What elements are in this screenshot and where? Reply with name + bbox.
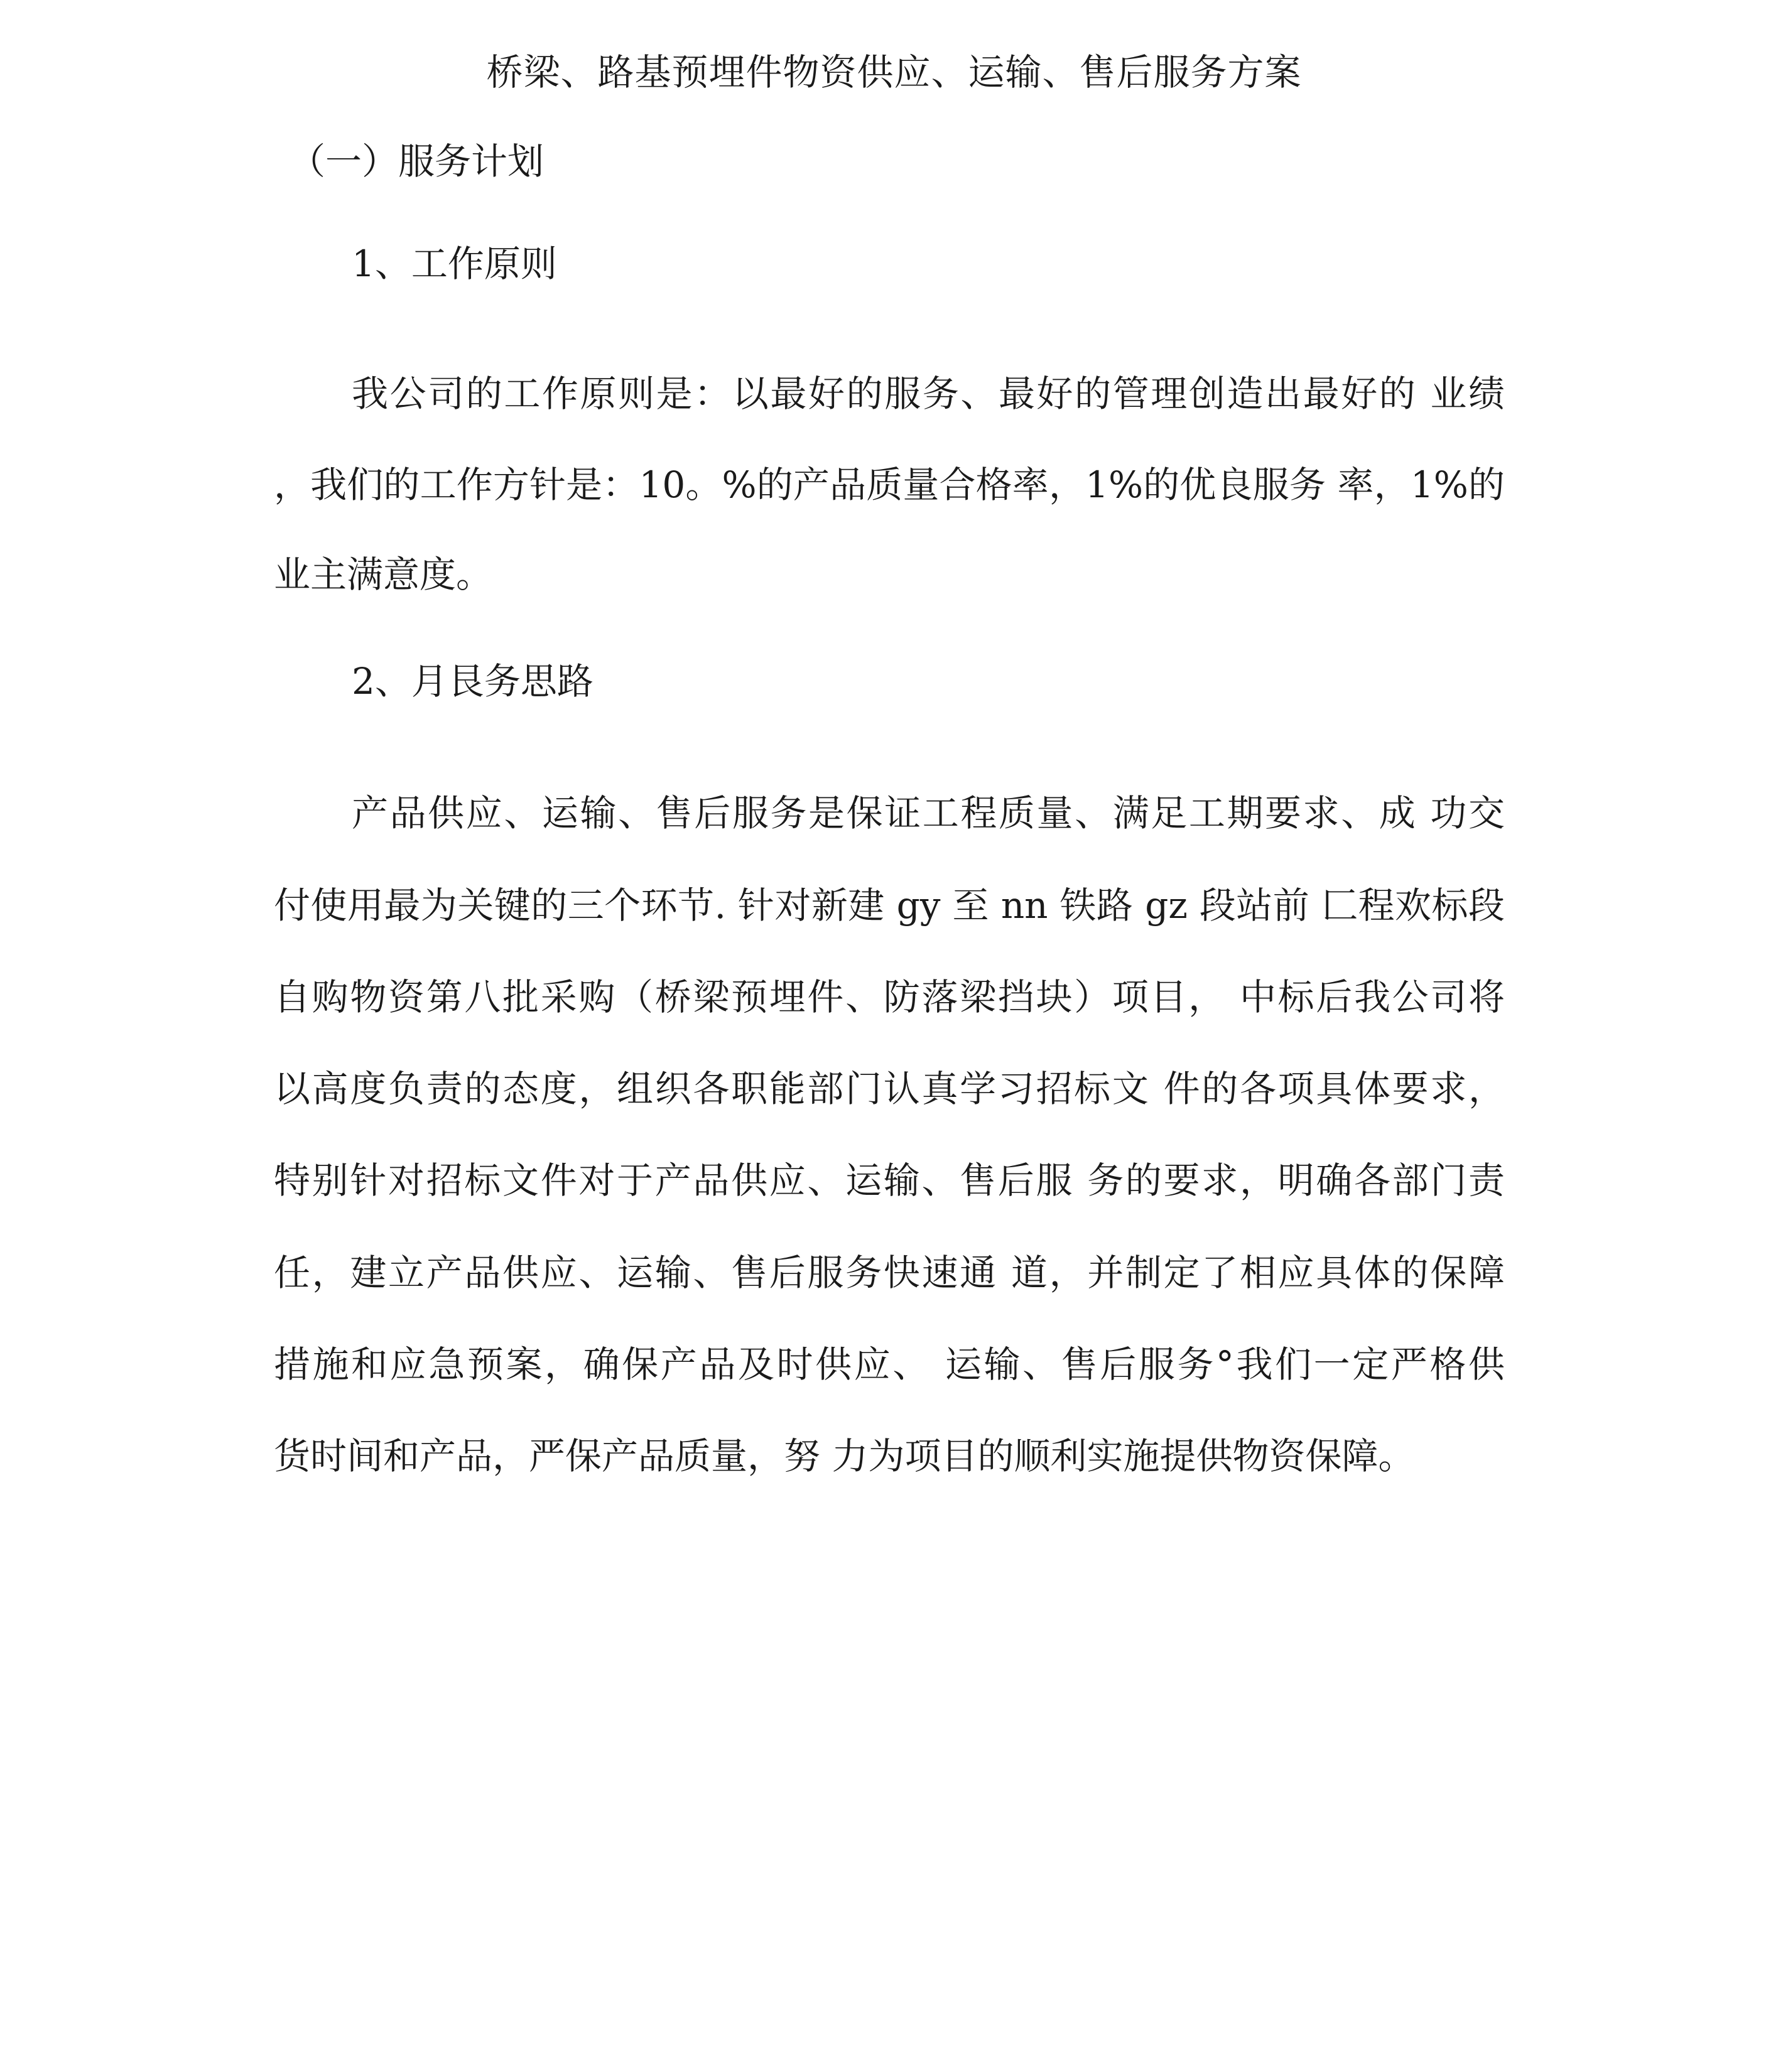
paragraph-line: 措施和应急预案，确保产品及时供应、 运输、售后服务°我们一定严格供 (274, 1343, 1505, 1386)
paragraph-line: 特别针对招标文件对于产品供应、运输、售后服 务的要求，明确各部门责 (274, 1159, 1505, 1202)
paragraph-line: 产品供应、运输、售后服务是保证工程质量、满足工期要求、成 功交 (352, 792, 1505, 834)
paragraph-line: ，我们的工作方针是：10。%的产品质量合格率，1%的优良服务 率，1%的 (274, 463, 1505, 506)
document-title: 桥梁、路基预埋件物资供应、运输、售后服务方案 (486, 51, 1302, 94)
paragraph-line: 以高度负责的态度，组织各职能部门认真学习招标文 件的各项具体要求， (274, 1067, 1505, 1110)
subsection-heading-work-principle: 1、工作原则 (352, 242, 557, 285)
paragraph-line: 付使用最为关键的三个环节. 针对新建 gy 至 nn 铁路 gz 段站前 匚程欢标段 (274, 884, 1505, 927)
paragraph-line: 自购物资第八批采购（桥梁预埋件、防落梁挡块）项目， 中标后我公司将 (274, 976, 1505, 1018)
paragraph-line: 货时间和产品，严保产品质量，努 力为项目的顺利实施提供物资保障。 (274, 1435, 1415, 1477)
subsection-heading-service-approach: 2、月艮务思路 (352, 660, 593, 703)
paragraph-line: 业主满意度。 (274, 553, 493, 596)
section-heading-service-plan: （一）服务计划 (289, 140, 545, 183)
paragraph-line: 我公司的工作原则是：以最好的服务、最好的管理创造出最好的 业绩 (352, 372, 1505, 415)
paragraph-line: 任，建立产品供应、运输、售后服务快速通 道，并制定了相应具体的保障 (274, 1251, 1505, 1294)
